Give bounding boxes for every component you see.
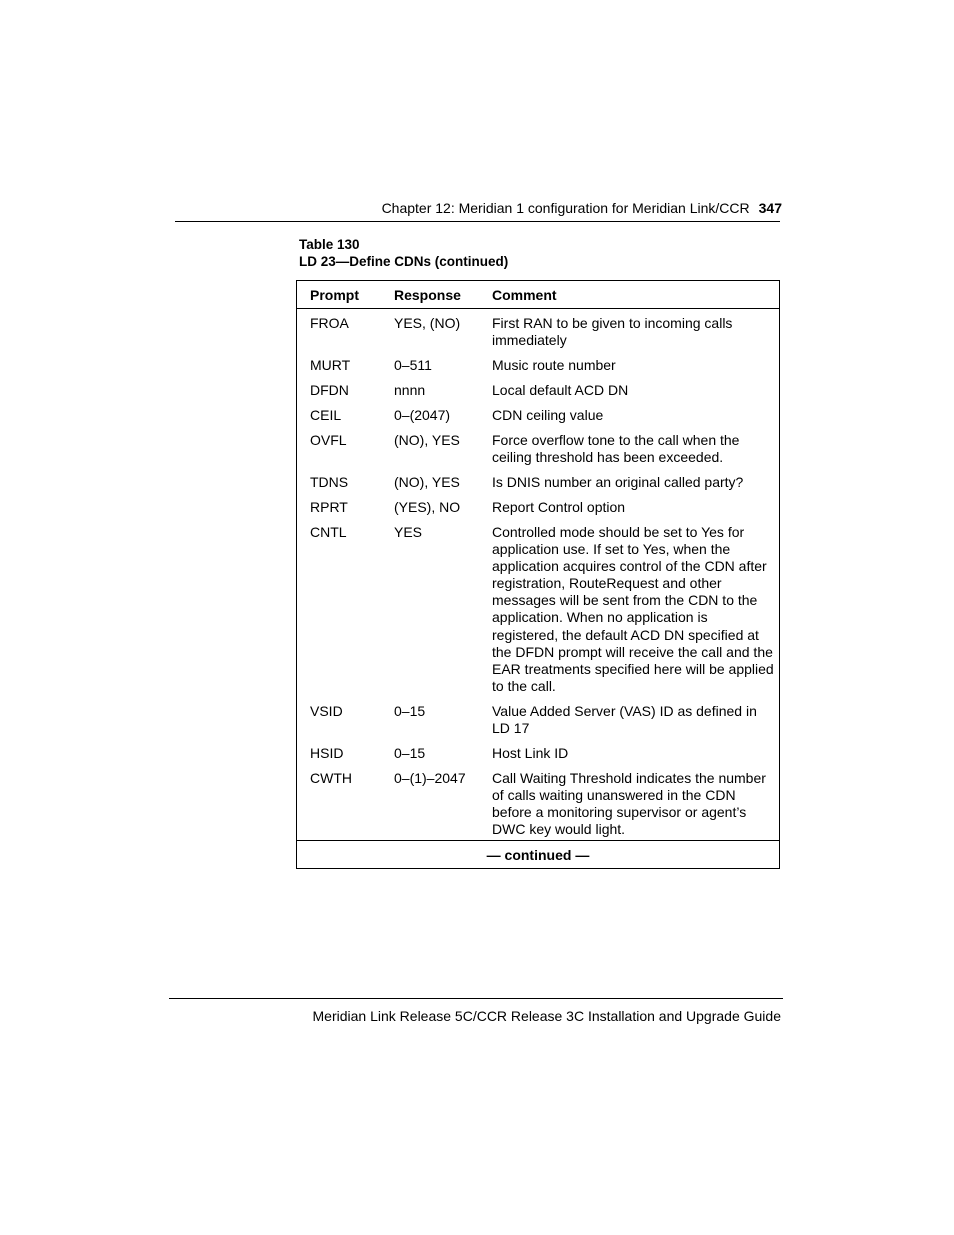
prompt-cell: CWTH [310,770,352,786]
prompt-cell: CEIL [310,407,342,423]
prompt-cell: VSID [310,703,343,719]
prompt-cell: HSID [310,745,344,761]
comment-cell: Force overflow tone to the call when the ceiling threshold has been exceeded. [492,432,740,466]
footer-divider [169,998,783,999]
comment-cell: Controlled mode should be set to Yes for application use. If set to Yes, when the application acquires control of the CDN after registration, RouteRequest and other messages will be sent from the CDN to the application. When no application is registered, the default ACD DN specified at the DFDN prompt will receive the call and the EAR treatments specified here will be applied to the call. [492,524,774,694]
running-header [382,200,782,216]
comment-cell: Value Added Server (VAS) ID as defined in LD 17 [492,703,757,737]
column-header-response: Response [394,287,461,303]
comment-cell: Music route number [492,357,616,373]
comment-cell: Host Link ID [492,745,569,761]
response-cell: nnnn [394,382,426,398]
cdn-table [296,280,780,869]
table-header-row [297,281,779,309]
column-header-comment: Comment [492,287,557,303]
prompt-cell: CNTL [310,524,347,540]
running-footer: Meridian Link Release 5C/CCR Release 3C Installation and Upgrade Guide [312,1008,781,1024]
header-divider [175,221,780,222]
response-cell: (NO), YES [394,432,460,448]
comment-cell: Call Waiting Threshold indicates the number of calls waiting unanswered in the CDN before a monitoring supervisor or agent’s DWC key would light. [492,770,766,838]
prompt-cell: RPRT [310,499,348,515]
prompt-cell: DFDN [310,382,349,398]
chapter-title: Chapter 12: Meridian 1 configuration for Meridian Link/CCR [381,200,750,216]
response-cell: YES, (NO) [394,315,461,331]
prompt-cell: OVFL [310,432,347,448]
comment-cell: Local default ACD DN [492,382,629,398]
prompt-cell: FROA [310,315,349,331]
response-cell: 0–15 [394,703,426,719]
comment-cell: Report Control option [492,499,626,515]
response-cell: 0–15 [394,745,426,761]
comment-cell: First RAN to be given to incoming calls immediately [492,315,733,349]
response-cell: (YES), NO [394,499,461,515]
response-cell: (NO), YES [394,474,460,490]
page-number: 347 [758,200,782,216]
comment-cell: CDN ceiling value [492,407,604,423]
response-cell: 0–511 [394,357,432,373]
table-footer-row [297,840,779,868]
column-header-prompt: Prompt [310,287,359,303]
prompt-cell: TDNS [310,474,349,490]
table-label: Table 130 [299,237,360,252]
table-title: LD 23—Define CDNs (continued) [299,254,509,269]
table-caption [299,236,508,270]
response-cell: 0–(2047) [394,407,451,423]
continued-label: — continued — [486,847,590,863]
comment-cell: Is DNIS number an original called party? [492,474,744,490]
response-cell: 0–(1)–2047 [394,770,466,786]
response-cell: YES [394,524,423,540]
prompt-cell: MURT [310,357,351,373]
